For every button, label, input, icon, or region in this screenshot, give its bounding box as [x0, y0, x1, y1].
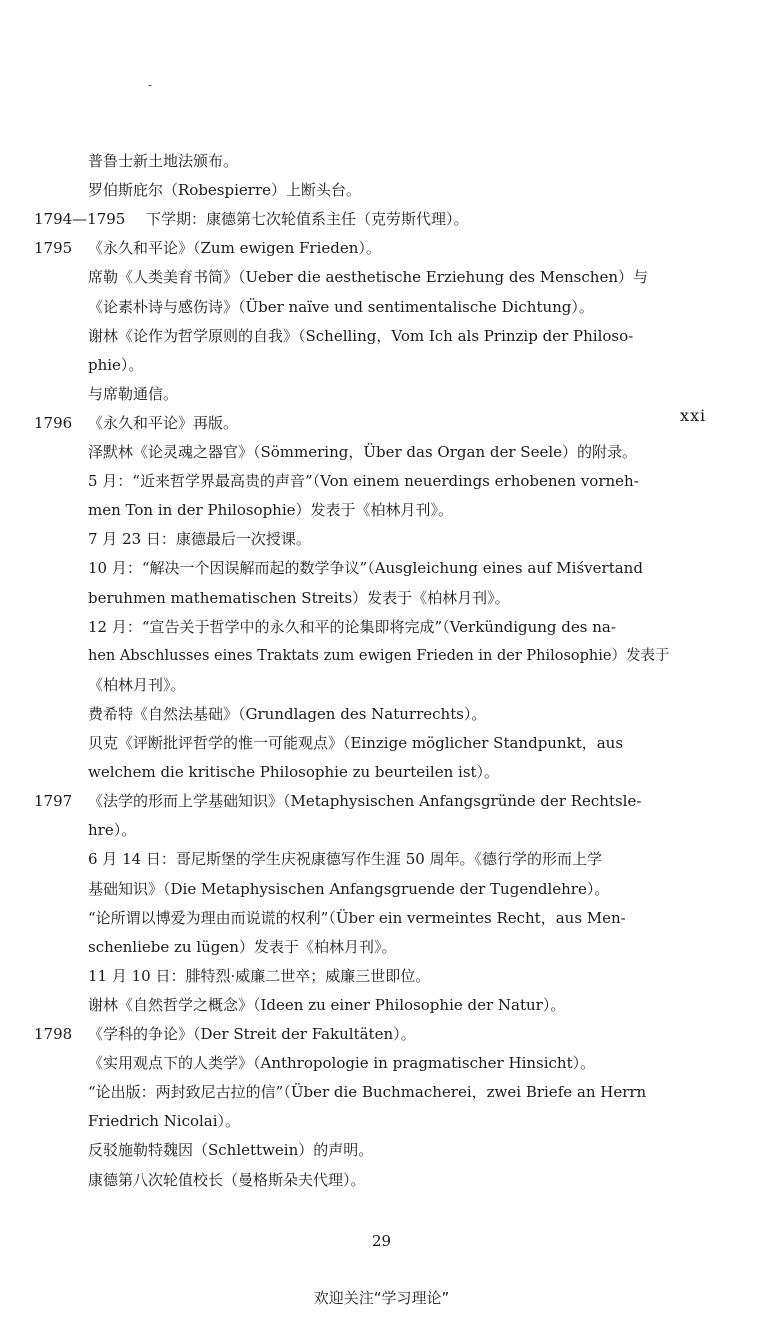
chronology-line: [0, 525, 763, 553]
footer-note: 欢迎关注“学习理论”: [313, 1289, 450, 1307]
chronology-line: [0, 758, 763, 786]
chronology-line: [0, 613, 763, 641]
entry-text: 席勒《人类美育书简》（Ueber die aesthetische Erziehung des Menschen）与: [88, 268, 648, 287]
chronology-line: [0, 176, 763, 204]
entry-text: 11 月 10 日：腓特烈·威廉二世卒；威廉三世即位。: [88, 966, 431, 985]
entry-text: 《永久和平论》再版。: [88, 413, 239, 432]
entry-year: 1795: [34, 239, 73, 258]
entry-text: 《柏林月刊》。: [88, 675, 186, 694]
entry-text: 下学期：康德第七次轮值系主任（克劳斯代理）。: [146, 210, 469, 229]
entry-text: 12 月：“宣告关于哲学中的永久和平的论集即将完成”（Verkündigung des na-: [88, 617, 616, 636]
entry-text: 5 月：“近来哲学界最高贵的声音”（Von einem neuerdings erhobenen vorneh-: [88, 472, 639, 491]
chronology-line: [0, 1107, 763, 1135]
chronology-line: [0, 322, 763, 350]
entry-text: 普鲁士新土地法颁布。: [88, 152, 239, 170]
entry-year: 1796: [34, 413, 73, 432]
entry-year: 1797: [34, 792, 73, 811]
chronology-line: [0, 467, 763, 495]
chronology-line: [0, 554, 763, 582]
entry-text: hen Abschlusses eines Traktats zum ewigen Frieden in der Philosophie）发表于: [88, 647, 670, 664]
chronology-line: [0, 205, 763, 233]
chronology-line: [0, 845, 763, 873]
chronology-line: [0, 584, 763, 612]
entry-text: 罗伯斯庇尔（Robespierre）上断头台。: [88, 181, 361, 200]
entry-text: beruhmen mathematischen Streits）发表于《柏林月刊》。: [88, 588, 510, 607]
chronology-line: [0, 816, 763, 844]
chronology-line: [0, 700, 763, 728]
entry-text: 反驳施勒特魏因（Schlettwein）的声明。: [88, 1141, 374, 1160]
entry-year: 1794—1795: [34, 210, 126, 229]
chronology-line: [0, 1049, 763, 1077]
entry-text: hre）。: [88, 821, 137, 840]
entry-text: 基础知识》（Die Metaphysischen Anfangsgruende der Tugendlehre）。: [88, 879, 610, 898]
chronology-line: [0, 875, 763, 903]
chronology-line: [0, 234, 763, 262]
chronology-line: [0, 904, 763, 932]
chronology-line: [0, 147, 763, 175]
entry-text: welchem die kritische Philosophie zu beurteilen ist）。: [88, 763, 500, 782]
entry-text: 《学科的争论》（Der Streit der Fakultäten）。: [88, 1025, 416, 1043]
entry-text: schenliebe zu lügen）发表于《柏林月刊》。: [88, 937, 397, 956]
chronology-line: [0, 671, 763, 699]
chronology-line: [0, 962, 763, 990]
entry-text: 6 月 14 日：哥尼斯堡的学生庆祝康德写作生涯 50 周年。《德行学的形而上学: [88, 850, 603, 869]
chronology-line: [0, 1166, 763, 1194]
chronology-line: [0, 380, 763, 408]
entry-text: “论出版：两封致尼古拉的信”（Über die Buchmacherei，zwei Briefe an Herrn: [88, 1083, 647, 1102]
chronology-line: [0, 496, 763, 524]
entry-text: men Ton in der Philosophie）发表于《柏林月刊》。: [88, 501, 454, 520]
entry-text: Friedrich Nicolai）。: [88, 1112, 241, 1131]
page-number: 29: [371, 1232, 392, 1250]
entry-text: “论所谓以博爱为理由而说谎的权利”（Über ein vermeintes Recht，aus Men-: [88, 908, 626, 927]
entry-text: 谢林《自然哲学之概念》（Ideen zu einer Philosophie der Natur）。: [88, 995, 566, 1014]
chronology-line: [0, 1020, 763, 1048]
chronology-line: [0, 263, 763, 291]
entry-text: 10 月：“解决一个因误解而起的数学争议”（Ausgleichung eines auf Miśvertand: [88, 559, 643, 578]
margin-page-ref: xxi: [680, 406, 707, 425]
chronology-line: [0, 729, 763, 757]
entry-text: 费希特《自然法基础》（Grundlagen des Naturrechts）。: [88, 704, 487, 723]
entry-text: 康德第八次轮值校长（曼格斯朵夫代理）。: [88, 1170, 366, 1189]
entry-text: 《论素朴诗与感伤诗》（Über naïve und sentimentalische Dichtung）。: [88, 297, 594, 316]
entry-text: 《永久和平论》（Zum ewigen Frieden）。: [88, 239, 381, 258]
chronology-line: [0, 409, 763, 437]
entry-text: 谢林《论作为哲学原则的自我》（Schelling，Vom Ich als Prinzip der Philoso-: [88, 326, 634, 345]
entry-text: phie）。: [88, 355, 144, 374]
chronology-line: [0, 293, 763, 321]
entry-year: 1798: [34, 1025, 73, 1043]
chronology-line: [0, 1078, 763, 1106]
chronology-line: [0, 642, 763, 670]
chronology-line: [0, 991, 763, 1019]
entry-text: 泽默林《论灵魂之器官》（Sömmering，Über das Organ der Seele）的附录。: [88, 443, 637, 461]
entry-text: 贝克《评断批评哲学的惟一可能观点》（Einzige möglicher Standpunkt，aus: [88, 734, 624, 752]
chronology-line: [0, 933, 763, 961]
entry-text: 《法学的形而上学基础知识》（Metaphysischen Anfangsgründe der Rechtsle-: [88, 792, 642, 811]
chronology-line: [0, 438, 763, 466]
chronology-line: [0, 1136, 763, 1164]
chronology-line: [0, 787, 763, 815]
scan-mark: -: [148, 78, 153, 92]
entry-text: 《实用观点下的人类学》（Anthropologie in pragmatischer Hinsicht）。: [88, 1054, 596, 1073]
entry-text: 与席勒通信。: [88, 384, 179, 403]
entry-text: 7 月 23 日：康德最后一次授课。: [88, 530, 311, 549]
chronology-line: [0, 351, 763, 379]
